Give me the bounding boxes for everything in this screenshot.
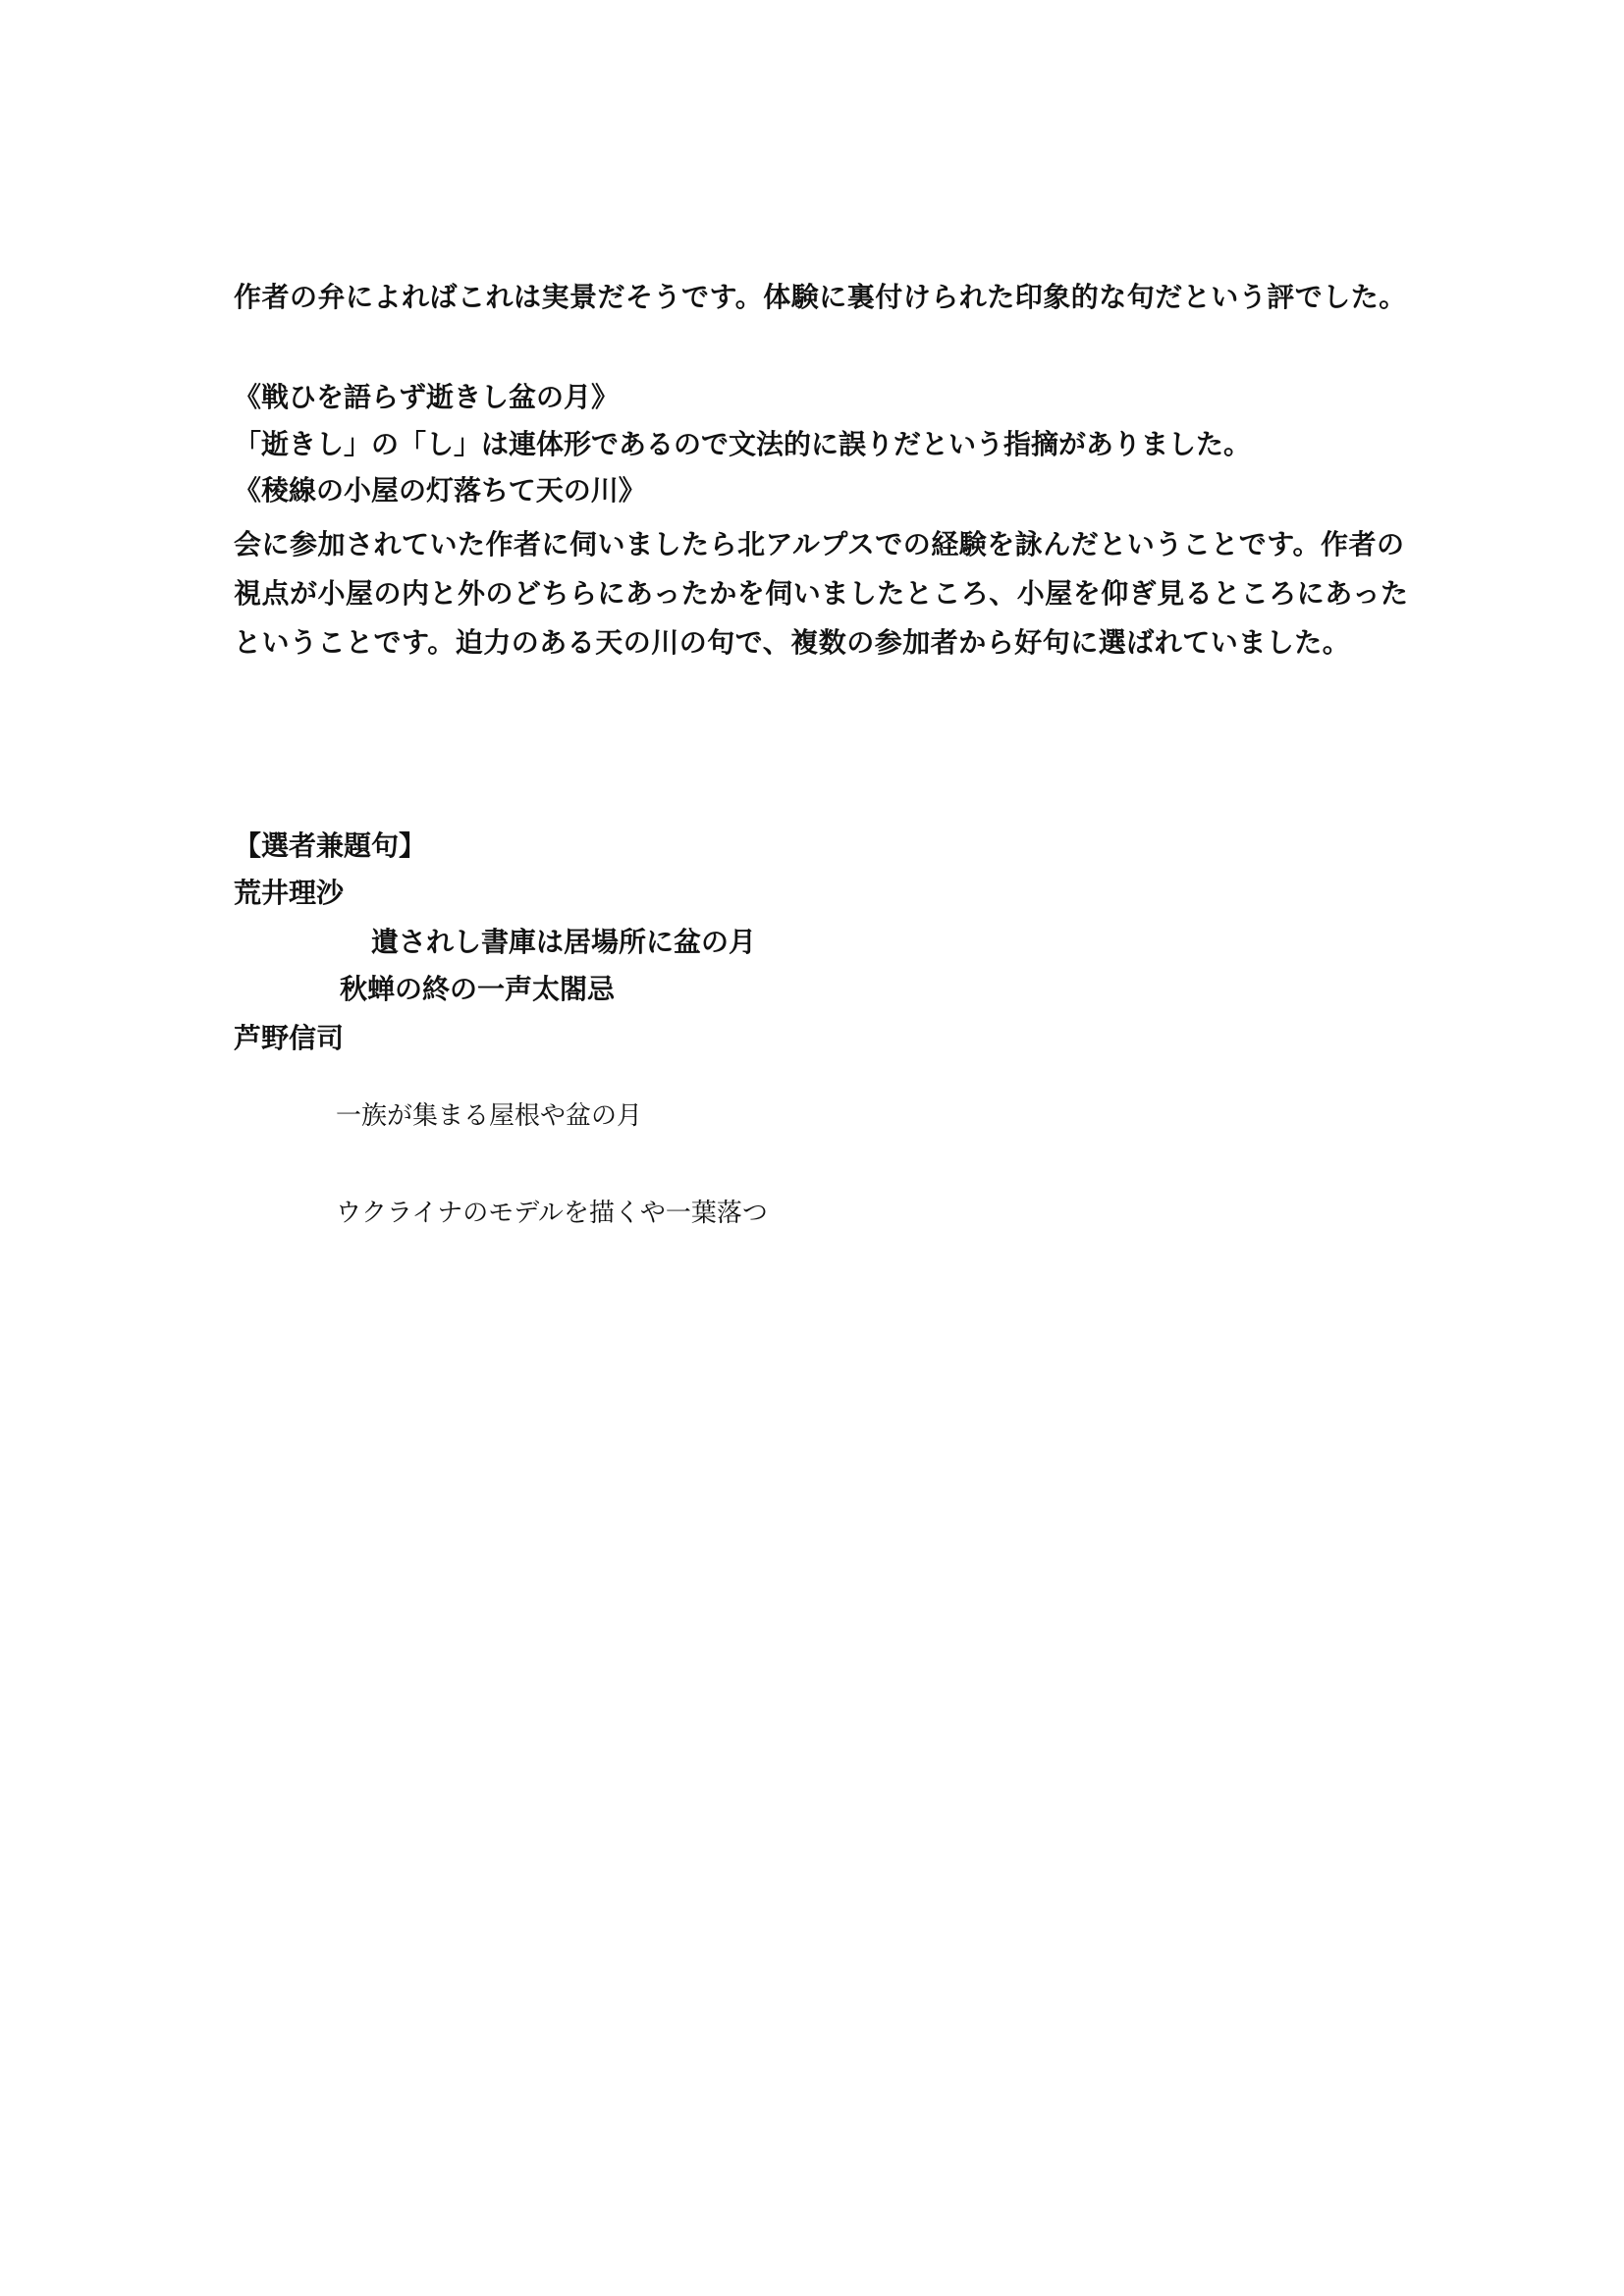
- haiku-quote-1: 《戦ひを語らず逝きし盆の月》: [234, 381, 620, 413]
- commentary-comment-1: 「逝きし」の「し」は連体形であるので文法的に誤りだという指摘がありました。: [234, 428, 1252, 460]
- commentary-paragraph-2: 会に参加されていた作者に伺いましたら北アルプスでの経験を詠んだということです。作者の視点が小屋の内と外のどちらにあったかを伺いましたところ、小屋を仰ぎ見るところにあったということです。迫力のある天の川の句で、複数の参加者から好句に選ばれていました。: [234, 528, 1409, 659]
- selector-1-haiku-1: 遺されし書庫は居場所に盆の月: [371, 926, 757, 958]
- selector-name-1: 荒井理沙: [234, 877, 345, 909]
- selector-1-haiku-2: 秋蝉の終の一声太閤忌: [340, 973, 616, 1005]
- haiku-quote-2: 《稜線の小屋の灯落ちて天の川》: [234, 474, 646, 507]
- selector-name-2: 芦野信司: [234, 1022, 345, 1054]
- commentary-paragraph-1: 作者の弁によればこれは実景だそうです。体験に裏付けられた印象的な句だという評でした。: [234, 281, 1407, 313]
- section-heading: 【選者兼題句】: [234, 829, 427, 862]
- selector-2-haiku-1: 一族が集まる屋根や盆の月: [336, 1101, 643, 1131]
- selector-2-haiku-2: ウクライナのモデルを描くや一葉落つ: [336, 1199, 768, 1228]
